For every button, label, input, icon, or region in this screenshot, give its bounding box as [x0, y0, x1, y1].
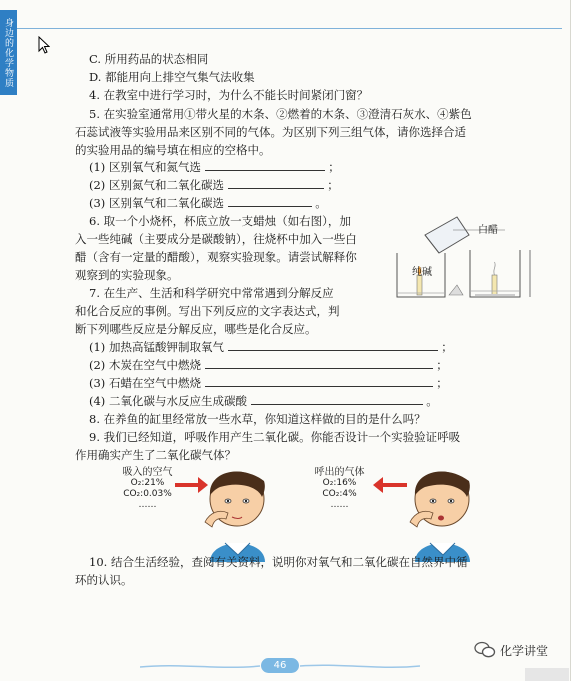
answer-blank[interactable]: [251, 394, 423, 405]
inhaled-o2: O₂:21%: [130, 478, 165, 488]
header-rule: [17, 28, 562, 29]
wechat-icon: [474, 641, 496, 659]
question-9-line-2: 作用确实产生了二氧化碳气体？: [75, 448, 236, 462]
exhaled-more: ……: [330, 500, 349, 510]
arrow-icon: [373, 477, 383, 493]
q7-item-4: [89, 394, 438, 408]
q7-item-1-text: (1) 加热高锰酸钾制取氧气: [89, 340, 224, 354]
chapter-side-tab: 身边的化学物质: [0, 10, 17, 95]
q5-item-1-text: (1) 区别氧气和氮气选: [89, 160, 201, 174]
q7-item-4-punct: 。: [426, 394, 438, 408]
question-7-line-1: 7. 在生产、生活和科学研究中常常遇到分解反应: [89, 286, 334, 300]
q5-item-2-punct: ；: [327, 178, 339, 192]
option-c: C. 所用药品的状态相同: [89, 52, 209, 66]
mouse-cursor-icon: [38, 36, 50, 54]
soda-label: 纯碱: [412, 267, 432, 278]
question-6-line-2: 入一些纯碱（主要成分是碳酸钠），往烧杯中加入一些白: [75, 232, 357, 246]
watermark-text: 化学讲堂: [500, 643, 549, 658]
question-8: 8. 在养鱼的缸里经常放一些水草，你知道这样做的目的是什么吗？: [89, 412, 426, 426]
inhaling-boy-illustration: [170, 457, 280, 567]
arrow-icon: [198, 477, 208, 493]
answer-blank[interactable]: [205, 376, 433, 387]
question-5-line-3: 的实验用品的编号填在相应的空格中。: [75, 143, 271, 157]
answer-blank[interactable]: [228, 196, 312, 207]
q5-item-3-punct: 。: [315, 196, 327, 210]
q7-item-2-text: (2) 木炭在空气中燃烧: [89, 358, 201, 372]
q5-item-1-punct: ；: [328, 160, 340, 174]
q7-item-3: [89, 376, 448, 390]
q7-item-1-punct: ；: [441, 340, 453, 354]
inhaled-more: ……: [138, 500, 157, 510]
inhaled-title: 吸入的空气: [122, 467, 173, 478]
vinegar-label: 白醋: [478, 225, 498, 236]
vinegar-beaker-icon: [425, 217, 469, 253]
candle-beaker-figure: [395, 205, 555, 305]
question-9-line-1: 9. 我们已经知道，呼吸作用产生二氧化碳。你能否设计一个实验验证呼吸: [89, 430, 461, 444]
exhaled-co2: CO₂:4%: [322, 489, 357, 499]
question-5-line-1: 5. 在实验室通常用①带火星的木条、②燃着的木条、③澄清石灰水、④紫色: [89, 107, 472, 121]
question-10-line-2: 环的认识。: [75, 573, 133, 587]
q7-item-3-text: (3) 石蜡在空气中燃烧: [89, 376, 201, 390]
right-beaker-icon: [470, 250, 520, 297]
answer-blank[interactable]: [228, 340, 438, 351]
question-6-line-3: 醋（含有一定量的醋酸），观察实验现象。请尝试解释你: [75, 250, 357, 264]
answer-blank[interactable]: [205, 358, 433, 369]
question-7-line-3: 断下列哪些反应是分解反应，哪些是化合反应。: [75, 322, 317, 336]
question-6-line-1: 6. 取一个小烧杯，杯底立放一支蜡烛（如右图），加: [89, 214, 351, 228]
inhaled-co2: CO₂:0.03%: [123, 489, 172, 499]
question-10-line-1: 10. 结合生活经验，查阅有关资料，说明你对氧气和二氧化碳在自然界中循: [89, 555, 468, 569]
wechat-watermark: [474, 637, 548, 663]
page-number: 46: [261, 658, 299, 673]
q5-item-2: [89, 178, 339, 192]
q7-item-2: [89, 358, 448, 372]
question-5-line-2: 石蕊试液等实验用品来区别不同的气体。为区别下列三组气体，请你选择合适: [75, 125, 466, 139]
question-6-line-4: 观察到的实验现象。: [75, 268, 179, 282]
exhaled-o2: O₂:16%: [322, 478, 357, 488]
q5-item-3: [89, 196, 327, 210]
exhaling-boy-illustration: [365, 457, 485, 567]
question-4: 4. 在教室中进行学习时，为什么不能长时间紧闭门窗？: [89, 88, 369, 102]
option-d: D. 都能用向上排空气集气法收集: [89, 70, 255, 84]
q7-item-2-punct: ；: [436, 358, 448, 372]
q5-item-2-text: (2) 区别氮气和二氧化碳选: [89, 178, 224, 192]
answer-blank[interactable]: [205, 160, 325, 171]
corner-tab: [525, 668, 569, 681]
exhaled-title: 呼出的气体: [314, 467, 365, 478]
q5-item-1: [89, 160, 340, 174]
question-7-line-2: 和化合反应的事例。写出下列反应的文字表达式，判: [75, 304, 340, 318]
answer-blank[interactable]: [228, 178, 324, 189]
q7-item-1: [89, 340, 453, 354]
q5-item-3-text: (3) 区别氧气和二氧化碳选: [89, 196, 224, 210]
q7-item-3-punct: ；: [436, 376, 448, 390]
q7-item-4-text: (4) 二氧化碳与水反应生成碳酸: [89, 394, 247, 408]
